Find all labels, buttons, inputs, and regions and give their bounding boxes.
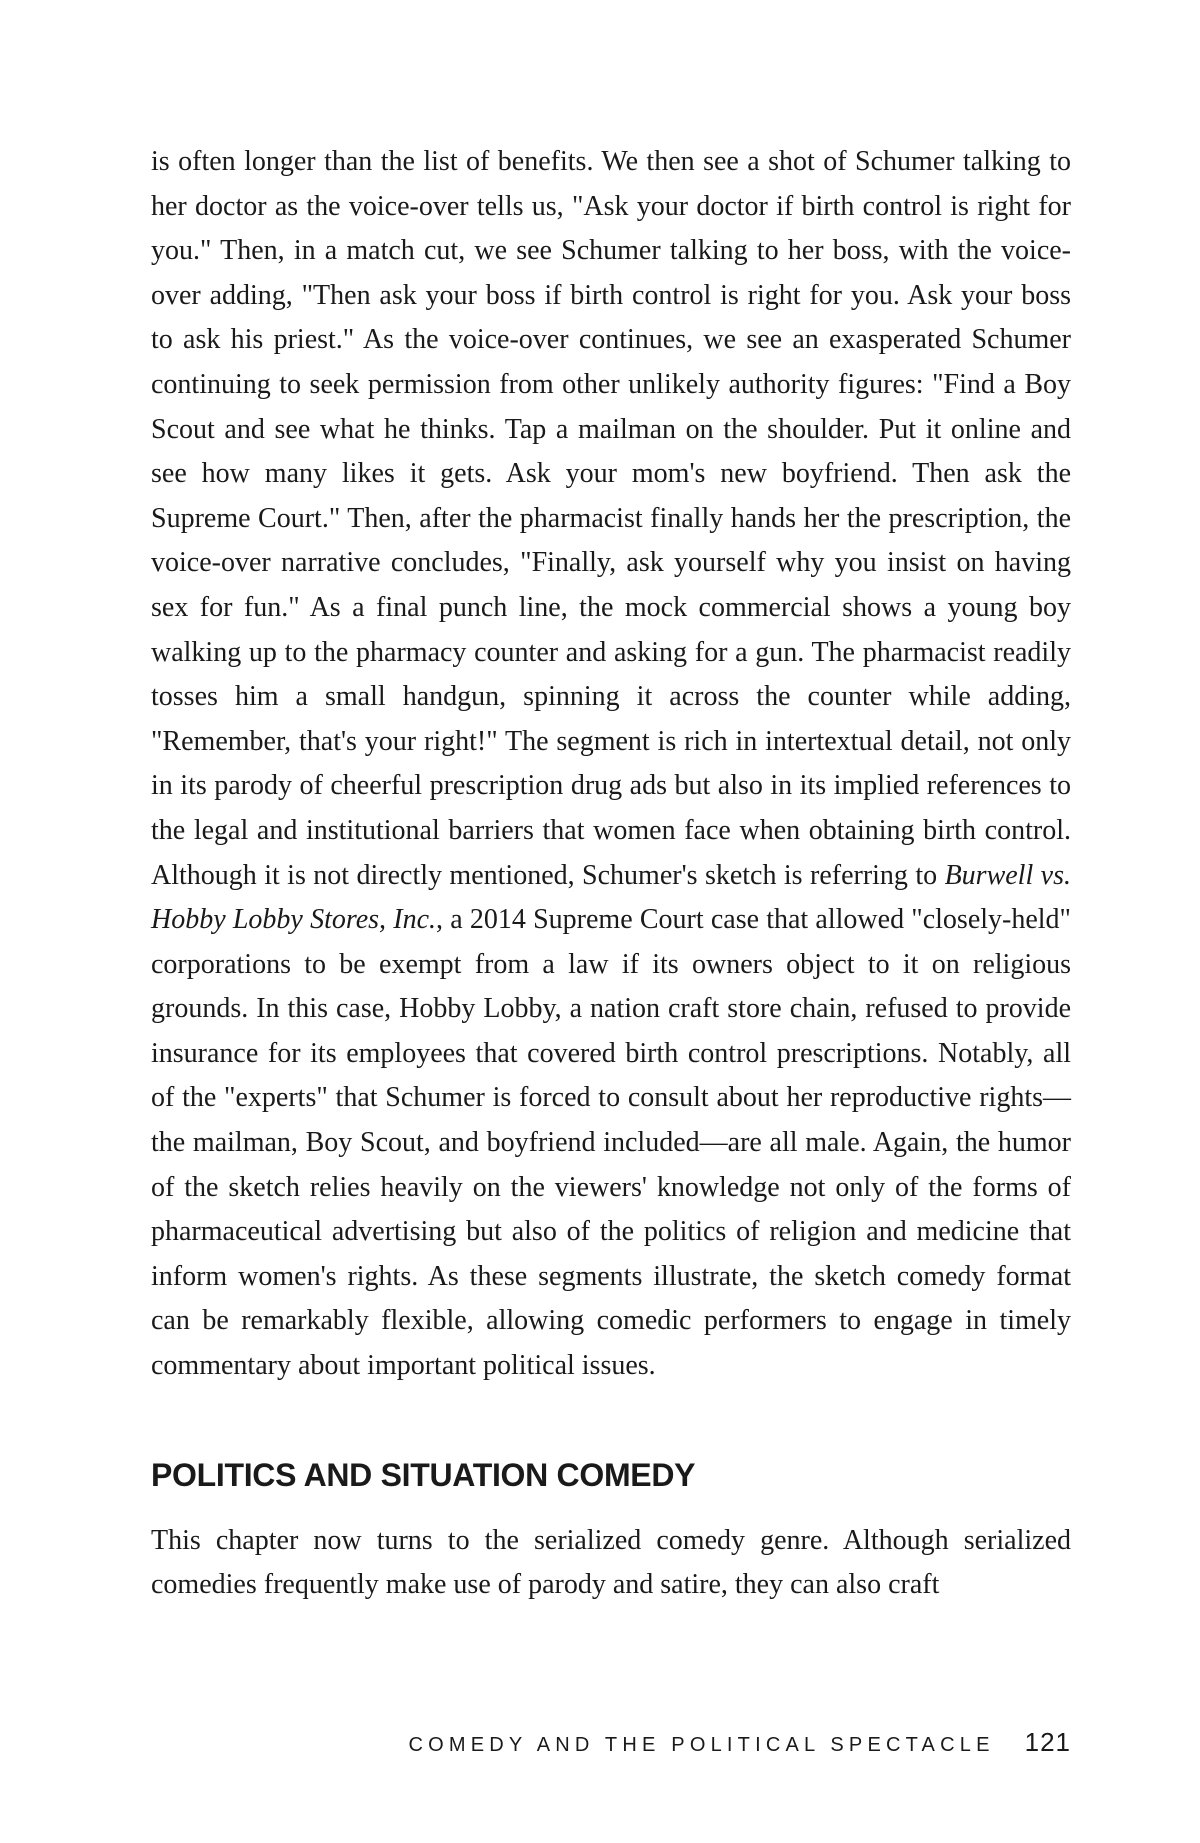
case-name: Burwell vs. Hobby Lobby Stores, Inc. [151,859,1071,936]
paragraph-text: , a 2014 Supreme Court case that allowed "closely-held" corporations to be exempt from a law if its owners object to it on religious grounds. In this case, Hobby Lobby, a nation craft store chain, refused to provide insurance for its employees that covered birth control prescriptions. Notably, all of the "experts" that Schumer is forced to consult about her reproductive rights—the mailman, Boy Scout, and boyfriend included—are all male. Again, the humor of the sketch relies heavily on the viewers' knowledge not only of the forms of pharmaceutical advertising but also of the politics of religion and medicine that inform women's rights. As these segments illustrate, the sketch comedy format can be remarkably flexible, allowing comedic performers to engage in timely commentary about important political issues. [151,904,1071,1382]
body-paragraph: This chapter now turns to the serialized comedy genre. Although serialized comedies frequently make use of parody and satire, they can also craft [151,1524,1071,1601]
page-footer [408,1727,1071,1758]
page-number: 121 [1024,1727,1071,1757]
paragraph-text: is often longer than the list of benefits. We then see a shot of Schumer talking to her doctor as the voice-over tells us, "Ask your doctor if birth control is right for you." Then, in a match cut, we see Schumer talking to her boss, with the voice-over adding, "Then ask your boss if birth control is right for you. Ask your boss to ask his priest." As the voice-over continues, we see an exasperated Schumer continuing to seek permission from other unlikely authority figures: "Find a Boy Scout and see what he thinks. Tap a mailman on the shoulder. Put it online and see how many likes it gets. Ask your mom's new boyfriend. Then ask the Supreme Court." Then, after the pharmacist finally hands her the prescription, the voice-over narrative concludes, "Finally, ask yourself why you insist on having sex for fun." As a final punch line, the mock commercial shows a young boy walking up to the pharmacy counter and asking for a gun. The pharmacist readily tosses him a small handgun, spinning it across the counter while adding, "Remember, that's your right!" The segment is rich in intertextual detail, not only in its parody of cheerful prescription drug ads but also in its implied references to the legal and institutional barriers that women face when obtaining birth control. Although it is not directly mentioned, Schumer's sketch is referring to [151,146,1071,891]
running-head: COMEDY AND THE POLITICAL SPECTACLE [408,1734,995,1756]
section-heading: POLITICS AND SITUATION COMEDY [151,1456,696,1493]
page-body [151,140,1071,1608]
body-paragraph [151,140,1071,1389]
